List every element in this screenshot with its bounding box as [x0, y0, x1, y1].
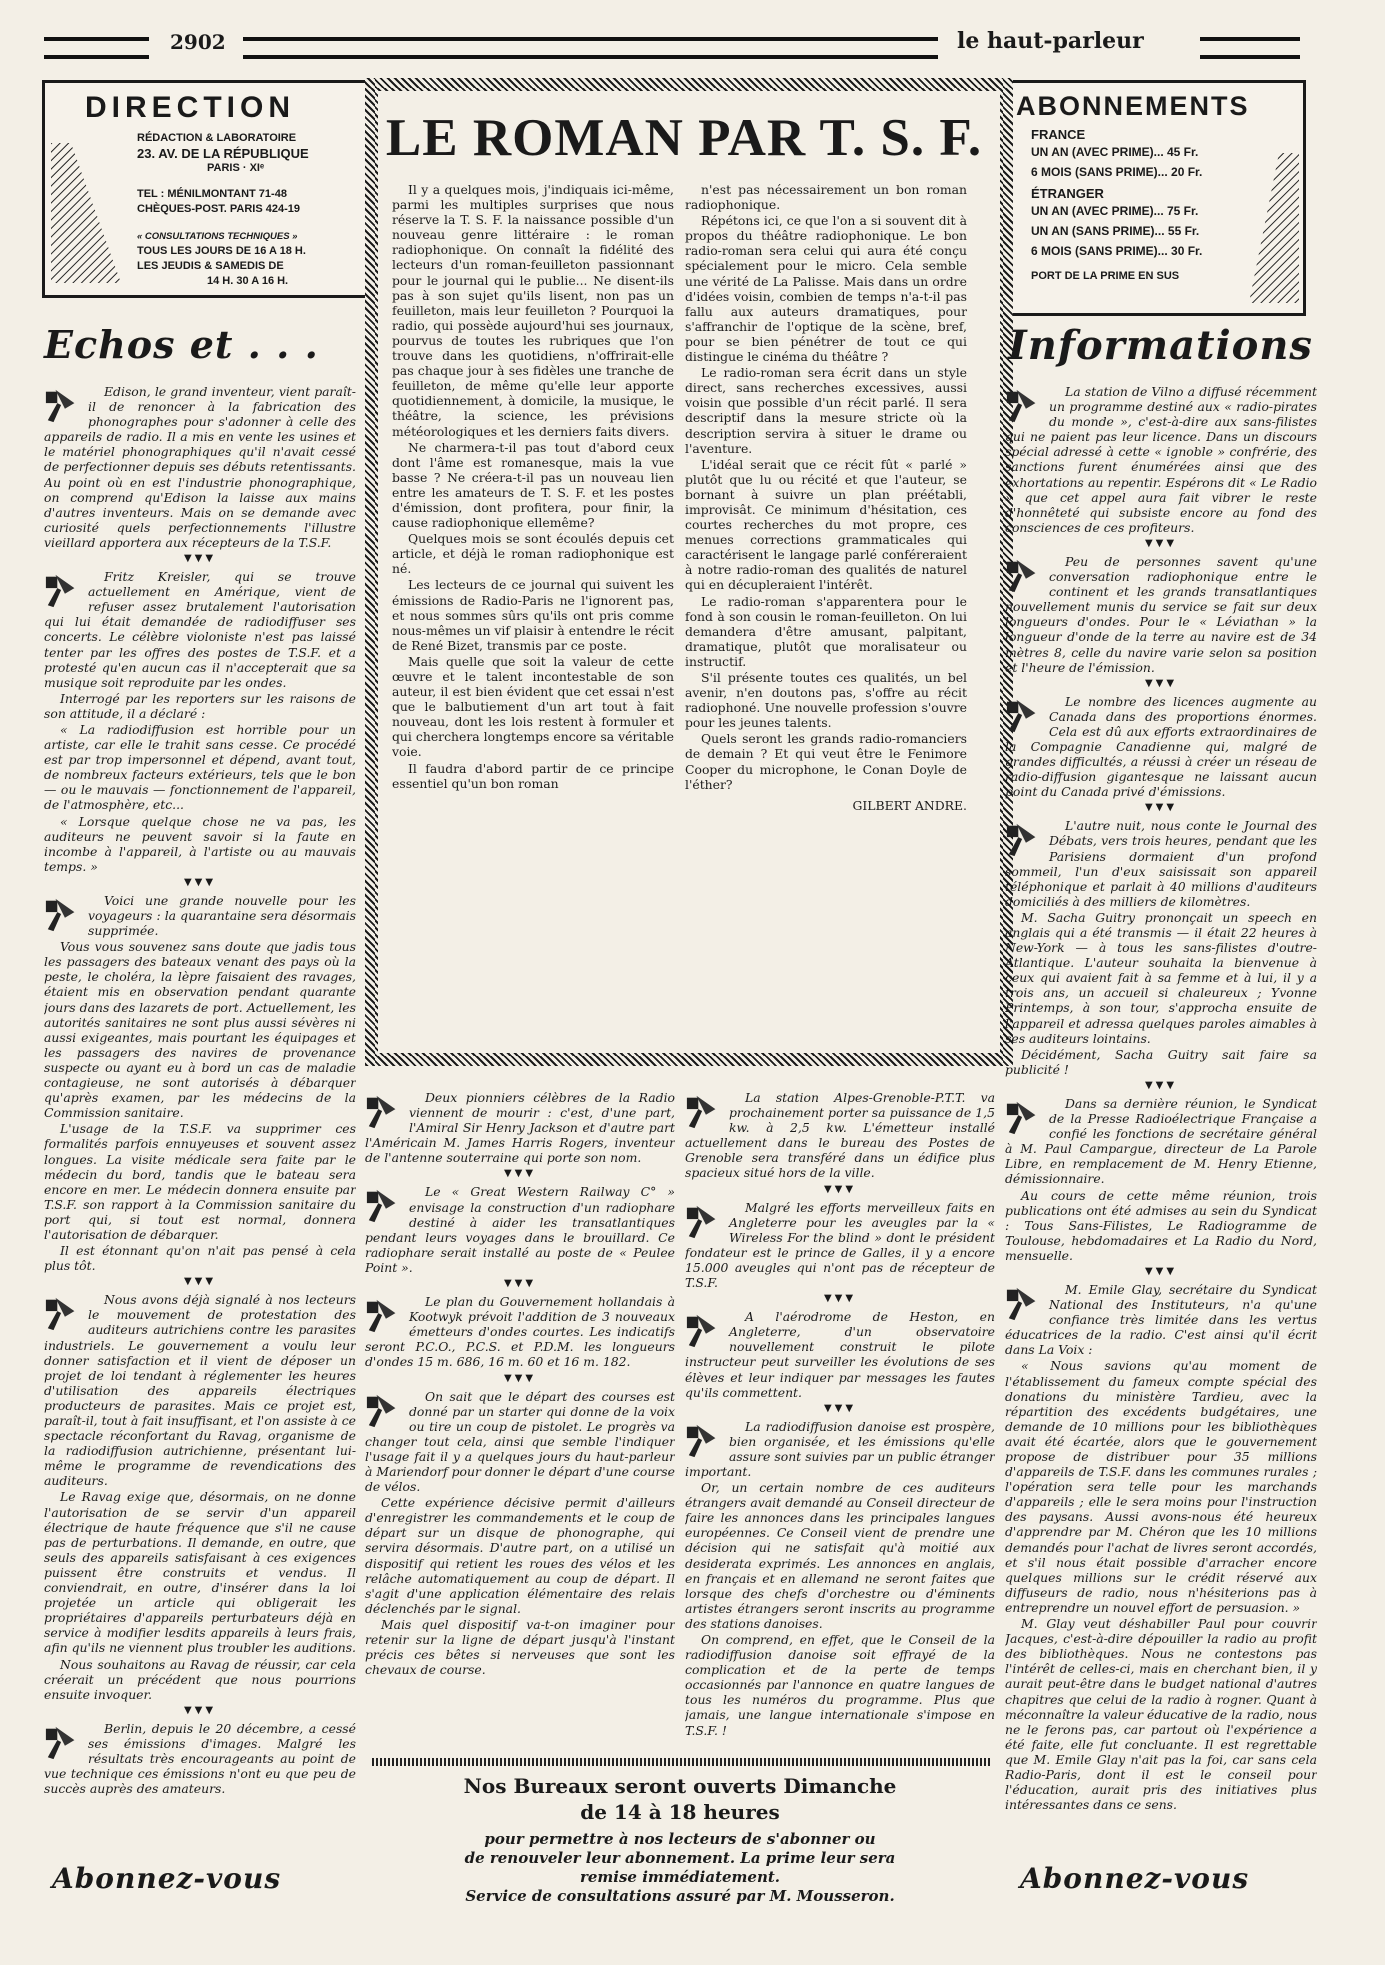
loudspeaker-icon: [44, 895, 82, 933]
price-line: UN AN (AVEC PRIME)... 45 Fr.: [1031, 145, 1199, 159]
middle-right-column: [685, 1090, 995, 1752]
news-text: La station Alpes-Grenoble-P.T.T. va prochainement porter sa puissance de 1,5 kw. à 2,5 kw. L'émetteur installé actuellement dans le bureau des Postes de Grenoble sera transféré dans un édifice plus spacieux situé hors de la ville.: [685, 1090, 995, 1181]
echos-heading: Echos et . . .: [44, 322, 319, 367]
shadow-stripe-icon: [51, 143, 121, 283]
news-item: [685, 1090, 995, 1182]
news-item: [685, 1309, 995, 1401]
news-text: Au cours de cette même réunion, trois publications ont été admises au sein du Syndicat : Tous Sans-Filistes, Le Radiogramme de Toulouse, hebdomadaires et La Radio du Nord, mensuelle.: [1005, 1187, 1317, 1263]
news-item: [685, 1200, 995, 1292]
news-text: La radiodiffusion danoise est prospère, bien organisée, et les émissions qu'elle assure sont suivies par un public étranger important.: [685, 1418, 995, 1479]
separator: ▼▼▼: [503, 1372, 537, 1384]
abonnements-box: [1003, 80, 1306, 316]
notice-line-3: pour permettre à nos lecteurs de s'abonner ou: [484, 1830, 876, 1848]
separator: ▼▼▼: [183, 876, 217, 888]
header-rule-left: [44, 37, 149, 59]
news-text: Voici une grande nouvelle pour les voyageurs : la quarantaine sera désormais supprimée.: [88, 892, 356, 939]
separator: ▼▼▼: [1144, 677, 1178, 689]
separator: ▼▼▼: [503, 1168, 537, 1180]
notice-rule: [372, 1758, 992, 1766]
news-text: Interrogé par les reporters sur les raisons de son attitude, il a déclaré :: [44, 690, 356, 721]
news-text: Nous avons déjà signalé à nos lecteurs le mouvement de protestation des auditeurs autrichiens contre les parasites industriels. Le gouvernement a voulu leur donner satisfaction et il vient de déposer un projet de loi tendant à réglementer les heures d'utilisation des appareils électriques producteurs de parasites. Mais ce projet est, paraît-il, tout à fait insuffisant, et l'on assiste à ce spectacle réconfortant du Ravag, organisme de la radiodiffusion autrichienne, présentant lui-même le programme de revendications des auditeurs.: [44, 1292, 356, 1489]
news-text: Le « Great Western Railway C° » envisage la construction d'un radiophare destiné à aider les transatlantiques pendant leurs voyages dans le brouillard. Ce radiophare serait installé au poste de « Peulee Point ».: [365, 1184, 675, 1275]
article-author: GILBERT ANDRE.: [852, 797, 967, 813]
abonnez-right: Abonnez-vous: [1020, 1862, 1250, 1895]
news-text: Le Ravag exige que, désormais, on ne donne l'autorisation de se servir d'un appareil électrique de haute fréquence que s'il ne cause pas de perturbations. Il demande, en outre, que seuls des appareils satisfaisant à ces exigences puissent être construits et vendus. Il conviendrait, en outre, d'insérer dans la loi projetée un article qui obligerait les propriétaires d'appareils perturbateurs déjà en service à modifier lesdits appareils à leurs frais, afin qu'ils ne viennent plus troubler les auditions.: [44, 1489, 356, 1656]
loudspeaker-icon: [1005, 820, 1043, 858]
loudspeaker-icon: [685, 1202, 723, 1240]
news-text: « La radiodiffusion est horrible pour un artiste, car elle le trahit sans cesse. Ce procédé est par trop impersonnel et dépend, avant tout, de nombreux facteurs extérieurs, tels que le bon — ou le mauvais — fonctionnement de l'appareil, de l'atmosphère, etc...: [44, 721, 356, 813]
separator: ▼▼▼: [1144, 537, 1178, 549]
loudspeaker-icon: [1005, 696, 1043, 734]
news-item: [1005, 818, 1317, 1078]
news-text: « Lorsque quelque chose ne va pas, les auditeurs ne peuvent savoir si la faute en incombe à l'appareil, à l'artiste ou au mauvais temps. »: [44, 813, 356, 874]
notice-line-5: remise immédiatement.: [579, 1868, 781, 1886]
roman-paragraph: Il y a quelques mois, j'indiquais ici-même, parmi les multiples surprises que nous réserve la T. S. F. la naissance possible d'un nouveau genre littéraire : le roman radiophonique. On connaît la fidélité des lecteurs d'un roman-feuilleton passionnant pour le journal qui le publie... Ne disent-ils pas à son sujet qu'ils lisent, non pas un feuilleton, mais leur feuilleton ? Pourquoi la radio, qui possède aujourd'hui ses journaux, pourvus de toutes les rubriques que l'on trouve dans les quotidiens, n'offrirait-elle pas chaque jour à ses fidèles une tranche de feuilleton, de même qu'elle leur apporte quotidiennement, à domicile, la musique, le théâtre, la science, les prévisions météorologiques et les derniers faits divers.: [392, 182, 674, 439]
direction-consult: « CONSULTATIONS TECHNIQUES »: [137, 231, 298, 242]
direction-hours: LES JEUDIS & SAMEDIS DE: [137, 260, 284, 272]
roman-paragraph: Le radio-roman sera écrit dans un style direct, sans recherches excessives, aussi voisin que possible d'un récit parlé. Il sera descriptif dans la mesure stricte où la description servira à situer le drame ou l'aventure.: [685, 365, 967, 456]
separator: ▼▼▼: [823, 1402, 857, 1414]
loudspeaker-icon: [1005, 1284, 1043, 1322]
news-text: Cette expérience décisive permit d'ailleurs d'enregistrer les commandements et le coup de départ sur un disque de phonographe, qui servira désormais. D'autre part, on a utilisé un dispositif qui retient les roues des vélos et les relâche automatiquement au coup de départ. Il s'agit d'une application élémentaire des relais déclenchés par le signal.: [365, 1495, 675, 1616]
loudspeaker-icon: [365, 1296, 403, 1334]
separator: ▼▼▼: [183, 553, 217, 565]
news-item: [44, 1292, 356, 1703]
news-item: [1005, 384, 1317, 536]
news-item: [365, 1184, 675, 1276]
price-line: UN AN (SANS PRIME)... 55 Fr.: [1031, 224, 1200, 238]
informations-column: [1005, 384, 1317, 1814]
roman-paragraph: Quelques mois se sont écoulés depuis cet article, et déjà le roman radiophonique est né.: [392, 531, 674, 577]
loudspeaker-icon: [685, 1092, 723, 1130]
loudspeaker-icon: [365, 1186, 403, 1224]
news-text: La station de Vilno a diffusé récemment un programme destiné aux « radio-pirates du monde », c'est-à-dire aux sans-filistes qui ne paient pas leur licence. Dans un discours spécial adressé à cette « ignoble » confrérie, des sanctions furent énumérées ainsi que des exhortations au repentir. Espérons dit « Le Radio » que cet appel aura fait vibrer le reste d'honnêteté qui subsiste encore au fond des consciences de ces profiteurs.: [1005, 384, 1317, 535]
news-text: Nous souhaitons au Ravag de réussir, car cela créerait un précédent que nous pourrions ensuite invoquer.: [44, 1656, 356, 1702]
direction-hours: 14 H. 30 A 16 H.: [207, 275, 289, 287]
news-item: [1005, 1282, 1317, 1813]
loudspeaker-icon: [44, 1723, 82, 1761]
port-note: PORT DE LA PRIME EN SUS: [1031, 270, 1180, 282]
loudspeaker-icon: [365, 1391, 403, 1429]
news-text: L'usage de la T.S.F. va supprimer ces formalités parfois ennuyeuses et souvent assez longues. La visite médicale sera faite par le médecin du bord, tandis que le bateau sera encore en mer. Le médecin donnera ensuite par T.S.F. son rapport à la Commission sanitaire du port qui, si tout est normal, donnera l'autorisation de débarquer.: [44, 1121, 356, 1242]
direction-cheques: CHÈQUES-POST. PARIS 424-19: [137, 203, 301, 215]
direction-line: RÉDACTION & LABORATOIRE: [137, 132, 297, 144]
page-number: 2902: [170, 30, 226, 54]
roman-title: LE ROMAN PAR T. S. F.: [385, 109, 983, 167]
news-text: M. Emile Glay, secrétaire du Syndicat National des Instituteurs, n'a qu'une confiance très limitée dans les vertus éducatrices de la radio. C'est ainsi qu'il écrit dans La Voix :: [1005, 1281, 1317, 1358]
separator: ▼▼▼: [823, 1293, 857, 1305]
news-item: [685, 1419, 995, 1739]
roman-paragraph: S'il présente toutes ces qualités, un bel avenir, n'en doutons pas, s'offre au récit radiophoné. Une nouvelle profession s'ouvre pour les jeunes talents.: [685, 670, 967, 731]
news-text: « Nous savions qu'au moment de l'établissement du fameux compte spécial des donations du ministère Tardieu, avec la répartition des excédents budgétaires, une demande de 10 millions pour les bibliothèques avait été écartée, alors que le gouvernement propose de distribuer pour 35 millions d'appareils de T.S.F. dans les communes rurales ; l'opération sera telle pour les marchands d'appareils ; elle le sera moins pour l'instruction des paysans. Aussi avons-nous été heureux d'apprendre par M. Chéron que les 10 millions demandés pour l'achat de livres seront accordés, et s'il nous était possible d'arracher encore quelques millions sur le crédit réservé aux diffuseurs de radio, nous n'hésiterions pas à entreprendre un nouvel effort de persuasion. »: [1005, 1358, 1317, 1615]
direction-box: [42, 80, 368, 298]
separator: ▼▼▼: [823, 1183, 857, 1195]
news-text: On comprend, en effet, que le Conseil de la radiodiffusion danoise soit effrayé de la complication et de la perte de temps occasionnés par l'annonce en quatre langues de tous les numéros du programme. Plus que jamais, une langue internationale s'impose en T.S.F. !: [685, 1632, 995, 1738]
loudspeaker-icon: [44, 571, 82, 609]
loudspeaker-icon: [685, 1311, 723, 1349]
news-text: Décidément, Sacha Guitry sait faire sa publicité !: [1005, 1046, 1317, 1077]
abonnez-left: Abonnez-vous: [52, 1862, 282, 1895]
roman-paragraph: Les lecteurs de ce journal qui suivent les émissions de Radio-Paris ne l'ignorent pas, et nous sommes sûrs qu'ils ont pris comme nous-mêmes un vif plaisir à entendre le récit de René Bizet, transmis par ce poste.: [392, 577, 674, 653]
direction-line: PARIS · XIᵉ: [207, 162, 265, 174]
roman-column-2: [685, 182, 967, 1040]
middle-left-column: [365, 1090, 675, 1752]
loudspeaker-icon: [365, 1092, 403, 1130]
separator: ▼▼▼: [183, 1704, 217, 1716]
news-item: [44, 384, 356, 551]
news-item: [365, 1389, 675, 1679]
news-text: Dans sa dernière réunion, le Syndicat de la Presse Radioélectrique Française a confié les fonctions de secrétaire général à M. Paul Campargue, directeur de La Parole Libre, en remplacement de M. Henry Etienne, démissionnaire.: [1005, 1095, 1317, 1187]
separator: ▼▼▼: [1144, 1265, 1178, 1277]
news-text: Il est étonnant qu'on n'ait pas pensé à cela plus tôt.: [44, 1243, 356, 1274]
news-item: [365, 1294, 675, 1370]
france-label: FRANCE: [1031, 127, 1086, 142]
loudspeaker-icon: [44, 1294, 82, 1332]
news-text: Deux pionniers célèbres de la Radio viennent de mourir : c'est, d'une part, l'Amiral Sir Henry Jackson et d'autre part l'Américain M. James Harris Rogers, inventeur de l'antenne souterraine qui porte son nom.: [365, 1090, 675, 1166]
roman-paragraph: n'est pas nécessairement un bon roman radiophonique.: [685, 182, 967, 213]
news-text: Malgré les efforts merveilleux faits en Angleterre pour les aveugles par la « Wireless For the blind » dont le président fondateur est le prince de Galles, il y a encore 15.000 aveugles qui n'ont pas de récepteur de T.S.F.: [685, 1199, 995, 1291]
roman-paragraph: L'idéal serait que ce récit fût « parlé » plutôt que lu ou récité et que l'auteur, se bornant à suivre un plan préétabli, improvisât. Ce minimum d'hésitation, ces courtes recherches du mot propre, ces menues corrections grammaticales qui caractérisent le langage parlé conféreraient à notre radio-roman des qualités de naturel qui en décupleraient l'intérêt.: [685, 456, 967, 593]
news-text: Or, un certain nombre de ces auditeurs étrangers avait demandé au Conseil directeur de faire les annonces dans les principales langues européennes. Ce Conseil vient de prendre une décision qui ne satisfait qu'à moitié aux desiderata exprimés. Les annonces en anglais, en français et en allemand ne seront faites que lorsque des chefs d'orchestre ou d'éminents artistes étrangers seront inscrits au programme des stations danoises.: [685, 1480, 995, 1631]
news-item: [365, 1090, 675, 1166]
roman-column-1: [392, 182, 674, 1040]
notice-line-2: de 14 à 18 heures: [580, 1800, 780, 1824]
news-item: [1005, 554, 1317, 676]
price-line: 6 MOIS (SANS PRIME)... 30 Fr.: [1031, 244, 1203, 258]
separator: ▼▼▼: [1144, 802, 1178, 814]
news-item: [1005, 1096, 1317, 1264]
price-line: 6 MOIS (SANS PRIME)... 20 Fr.: [1031, 165, 1203, 179]
price-line: UN AN (AVEC PRIME)... 75 Fr.: [1031, 204, 1199, 218]
notice-line-4: de renouveler leur abonnement. La prime leur sera: [464, 1849, 896, 1867]
shadow-stripe-icon: [1249, 153, 1299, 303]
roman-paragraph: Quels seront les grands radio-romanciers de demain ? Et qui veut être le Fenimore Cooper du microphone, le Conan Doyle de l'éther?: [685, 731, 967, 792]
direction-hours: TOUS LES JOURS DE 16 A 18 H.: [137, 245, 306, 257]
news-text: Vous vous souvenez sans doute que jadis tous les passagers des bateaux venant des pays où la peste, le choléra, la lèpre faisaient des ravages, étaient mis en observation pendant quarante jours dans des lazarets de port. Actuellement, les autorités sanitaires ne sont plus aussi sévères ni aussi exigeantes, mais pourtant les équipages et les passagers des navires de provenance suspecte ou ayant eu à bord un cas de maladie contagieuse, ne sont autorisés à débarquer qu'après examen, par les médecins de la Commission sanitaire.: [44, 939, 356, 1121]
news-text: Edison, le grand inventeur, vient paraît-il de renoncer à la fabrication des phonographes pour s'adonner à celle des appareils de radio. Il a mis en vente les usines et le matériel phonographiques qu'il n'avait cessé de perfectionner depuis ses débuts retentissants. Au point où en est l'industrie phonographique, on comprend qu'Edison la laisse aux mains d'autres inventeurs. Mais on se demande avec curiosité quels perfectionnements l'illustre vieillard apportera aux récepteurs de la T.S.F.: [44, 384, 356, 550]
notice-line-6: Service de consultations assuré par M. Mousseron.: [465, 1887, 895, 1905]
direction-tel: TEL : MÉNILMONTANT 71-48: [137, 188, 287, 200]
news-item: [44, 893, 356, 1274]
news-text: Le plan du Gouvernement hollandais à Kootwyk prévoit l'addition de 3 nouveaux émetteurs d'ondes courtes. Les indicatifs seront P.C.O., P.C.S. et P.D.M. les longueurs d'ondes 15 m. 686, 16 m. 60 et 16 m. 182.: [365, 1294, 675, 1370]
header-rule-middle: [243, 37, 938, 59]
roman-paragraph: Répétons ici, ce que l'on a si souvent dit à propos du théâtre radiophonique. Le bon radio-roman sera celui qui aura été conçu spécialement pour le micro. Cela semble une vérité de La Palisse. Mais dans un ordre d'idées voisin, combien de temps n'a-t-il pas fallu aux auteurs dramatiques, pour s'affranchir de l'optique de la scène, bref, pour se bien pénétrer de tout ce qui distingue le cinéma du théâtre ?: [685, 213, 967, 365]
roman-paragraph: Il faudra d'abord partir de ce principe essentiel qu'un bon roman: [392, 760, 674, 791]
loudspeaker-icon: [1005, 386, 1043, 424]
news-text: L'autre nuit, nous conte le Journal des Débats, vers trois heures, pendant que les Parisiens dormaient d'un profond sommeil, l'un d'eux saisissait son appareil téléphonique et parlait à 40 millions d'auditeurs domiciliés à des milliers de kilomètres.: [1005, 818, 1317, 909]
roman-paragraph: Le radio-roman s'apparentera pour le fond à son cousin le roman-feuilleton. On lui demandera d'être amusant, palpitant, dramatique, plutôt que moralisateur ou instructif.: [685, 593, 967, 669]
news-text: Le nombre des licences augmente au Canada dans des proportions énormes. Cela est dû aux efforts extraordinaires de la Compagnie Canadienne qui, malgré de grandes difficultés, a réussi à créer un réseau de radio-diffusion gigantesque ne laissant aucun point du Canada privé d'émissions.: [1005, 693, 1317, 800]
echos-column: [44, 384, 356, 1814]
separator: ▼▼▼: [1144, 1079, 1178, 1091]
notice-line-1: Nos Bureaux seront ouverts Dimanche: [463, 1774, 897, 1798]
news-text: Peu de personnes savent qu'une conversation radiophonique entre le continent et les grands transatlantiques nouvellement munis du service se fait sur deux longueurs d'ondes. Pour le « Léviathan » la longueur d'onde de la terre au navire est de 34 mètres 8, celle du navire varie selon sa position et l'heure de l'émission.: [1005, 553, 1317, 675]
news-text: M. Glay veut déshabiller Paul pour couvrir Jacques, c'est-à-dire dépouiller la radio au profit des bibliothèques. Nous ne contestons pas l'intérêt de celles-ci, mais en cherchant bien, il y aurait peut-être dans le budget national d'autres chapitres que celui de la radio à rogner. Quant à méconnaître la valeur éducative de la radio, nous ne le ferons pas, car partout où l'expérience a été faite, elle fut concluante. Il est regrettable que M. Emile Glay n'ait pas la foi, car sans cela Radio-Paris, dont il est le conseil pour l'éducation, aurait pris des initiatives plus intéressantes dans ce sens.: [1005, 1616, 1317, 1813]
news-item: [1005, 694, 1317, 801]
header-rule-right: [1200, 37, 1300, 59]
journal-title: le haut-parleur: [957, 28, 1144, 54]
direction-title: DIRECTION: [85, 91, 295, 124]
news-text: M. Sacha Guitry prononçait un speech en anglais qui a été transmis — il était 22 heures à New-York — à tous les sans-filistes d'outre-Atlantique. L'auteur souhaita la bienvenue à ceux qui avaient fait à sa femme et à lui, il y a trois ans, un accueil si chaleureux ; Yvonne Printemps, à son tour, s'approcha ensuite de l'appareil et adressa quelques paroles aimables à ses auditeurs lointains.: [1005, 909, 1317, 1046]
loudspeaker-icon: [1005, 556, 1043, 594]
news-text: Mais quel dispositif va-t-on imaginer pour retenir sur la ligne de départ jusqu'à l'instant précis ces bêtes si nerveuses que sont les chevaux de course.: [365, 1616, 675, 1678]
news-text: Berlin, depuis le 20 décembre, a cessé ses émissions d'images. Malgré les résultats très encourageants au point de vue technique ces émissions n'ont eu que peu de succès auprès des amateurs.: [44, 1720, 356, 1797]
informations-heading: Informations: [1008, 322, 1313, 369]
separator: ▼▼▼: [183, 1276, 217, 1288]
loudspeaker-icon: [685, 1421, 723, 1459]
separator: ▼▼▼: [503, 1278, 537, 1290]
abonnements-title: ABONNEMENTS: [1016, 91, 1250, 121]
news-item: [44, 569, 356, 875]
loudspeaker-icon: [1005, 1098, 1043, 1136]
loudspeaker-icon: [44, 386, 82, 424]
etranger-label: ÉTRANGER: [1031, 186, 1104, 201]
roman-paragraph: Mais quelle que soit la valeur de cette œuvre et le talent incontestable de son auteur, il est bien évident que cet essai n'est que le balbutiement d'un art tout à fait nouveau, dont les lois restent à formuler et qui cherchera longtemps encore sa véritable voie.: [392, 653, 674, 760]
news-text: On sait que le départ des courses est donné par un starter qui donne de la voix ou tire un coup de pistolet. Le progrès va changer tout cela, ainsi que semble l'indiquer l'usage fait il y a quelques jours du haut-parleur à Mariendorf pour donner le départ d'une course de vélos.: [365, 1388, 675, 1495]
roman-paragraph: Ne charmera-t-il pas tout d'abord ceux dont l'âme est romanesque, mais la vue basse ? Ne créera-t-il pas un nouveau lien entre les amateurs de T. S. F. et les postes d'émission, dont profitera, pour finir, la cause radiophonique ellemême?: [392, 439, 674, 531]
direction-line: 23. AV. DE LA RÉPUBLIQUE: [137, 146, 309, 161]
news-text: Fritz Kreisler, qui se trouve actuellement en Amérique, vient de refuser assez brutalement l'autorisation qui lui était demandée de radiodiffuser ses concerts. Le célèbre violoniste n'est pas laissé tenter par les offres des postes de T.S.F. et a protesté qu'en aucun cas il n'accepterait que sa musique soit reproduite par les ondes.: [44, 569, 356, 690]
news-text: A l'aérodrome de Heston, en Angleterre, d'un observatoire nouvellement construit le pilote instructeur peut surveiller les évolutions de ses élèves et leur indiquer par messages les fautes qu'ils commettent.: [685, 1309, 995, 1400]
news-item: [44, 1721, 356, 1797]
